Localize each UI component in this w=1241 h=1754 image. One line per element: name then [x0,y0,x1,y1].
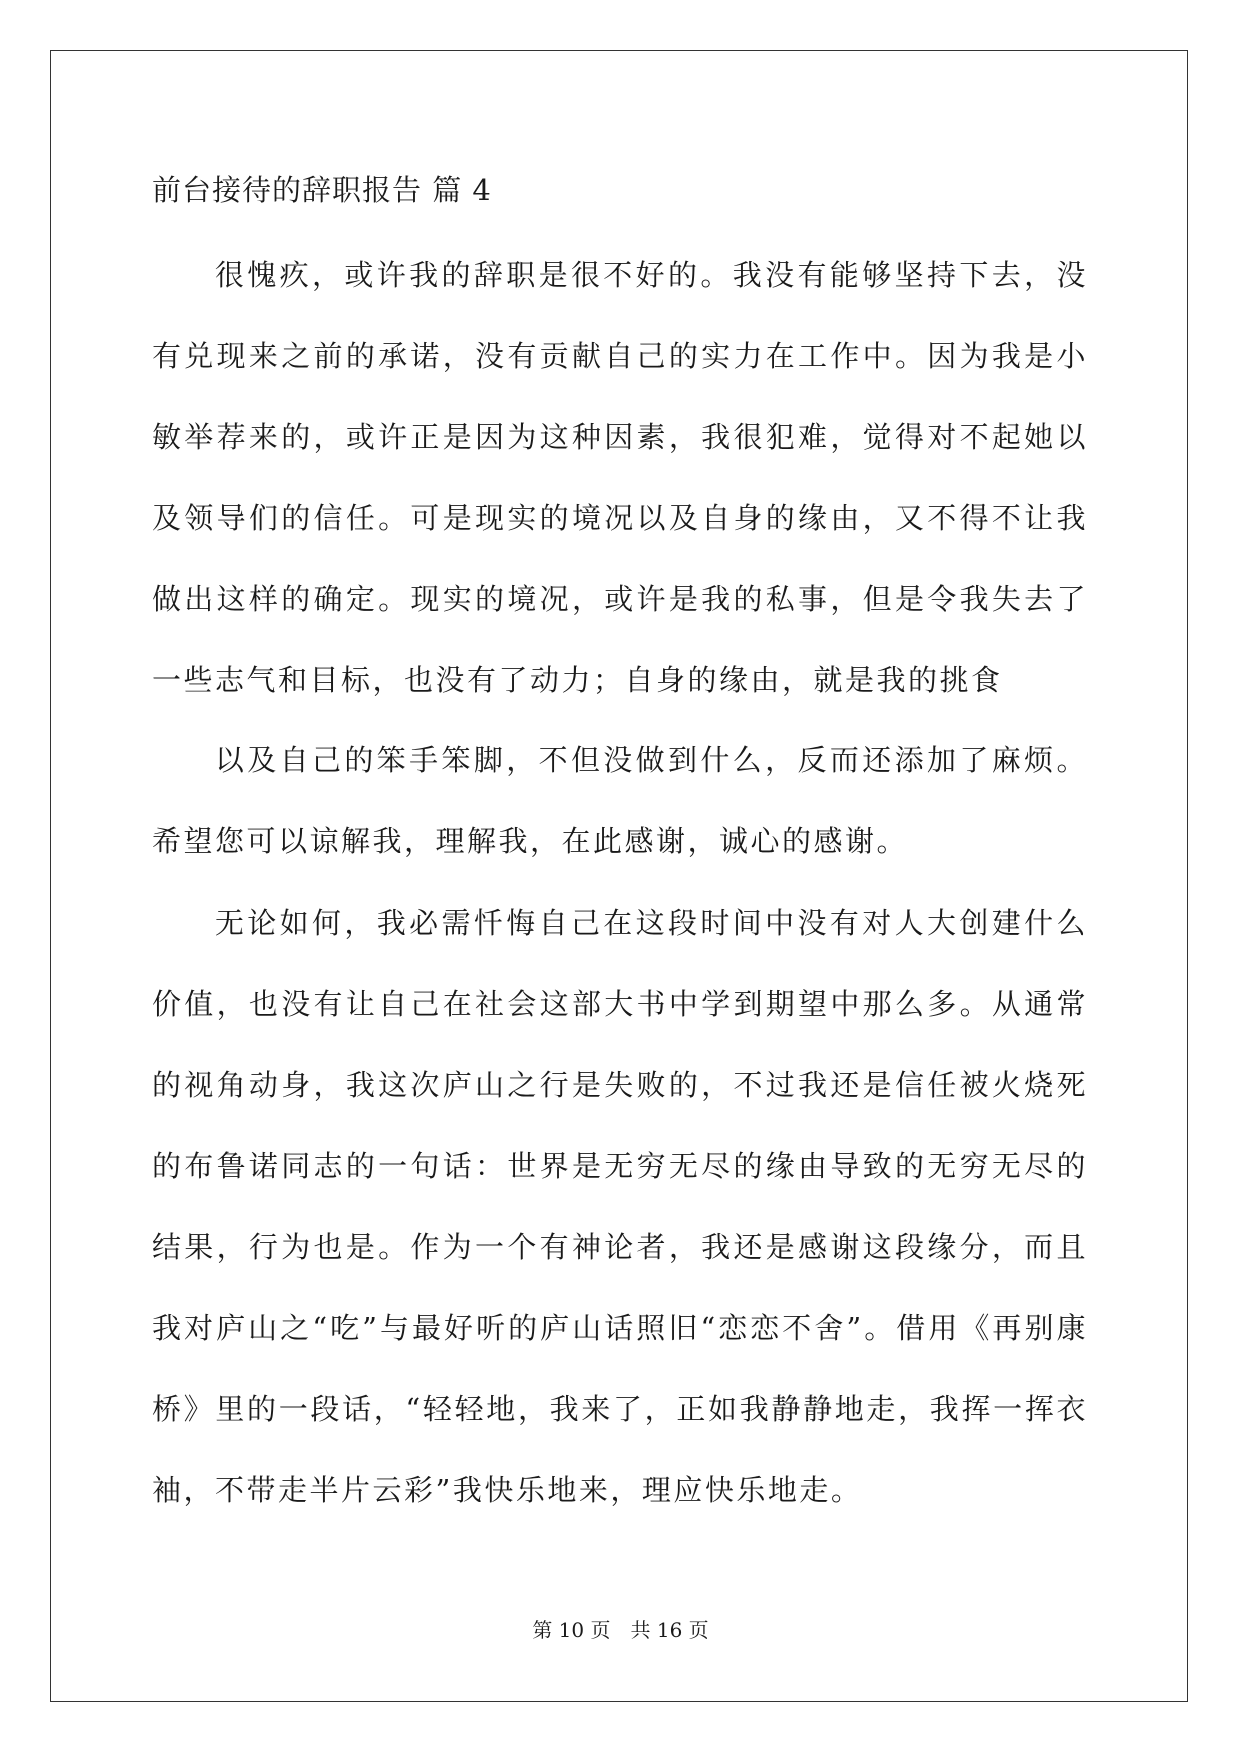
page-number-footer: 第 10 页 共 16 页 [532,1618,709,1642]
paragraph-3-text: 无论如何，我必需忏悔自己在这段时间中没有对人大创建什么价值，也没有让自己在社会这部大书中学到期望中那么多。从通常的视角动身，我这次庐山之行是失败的，不过我还是信任被火烧死的布鲁诺同志的一句话：世界是无穷无尽的缘由导致的无穷无尽的结果，行为也是。作为一个有神论者，我还是感谢这段缘分，而且我对庐山之“吃”与最好听的庐山话照旧“恋恋不舍”。借用《再别康桥》里的一段话，“轻轻地，我来了，正如我静静地走，我挥一挥衣袖，不带走半片云彩”我快乐地来，理应快乐地走。 [152,906,1088,1507]
section-heading: 前台接待的辞职报告 篇 4 [152,173,492,207]
paragraph-3 [152,883,1088,1531]
paragraph-1 [152,235,1088,721]
paragraph-2-text: 以及自己的笨手笨脚，不但没做到什么，反而还添加了麻烦。希望您可以谅解我，理解我，在此感谢，诚心的感谢。 [152,743,1088,858]
paragraph-1-text: 很愧疚，或许我的辞职是很不好的。我没有能够坚持下去，没有兑现来之前的承诺，没有贡献自己的实力在工作中。因为我是小敏举荐来的，或许正是因为这种因素，我很犯难，觉得对不起她以及领导们的信任。可是现实的境况以及自身的缘由，又不得不让我做出这样的确定。现实的境况，或许是我的私事，但是令我失去了一些志气和目标，也没有了动力；自身的缘由，就是我的挑食 [152,258,1088,697]
paragraph-2 [152,720,1088,882]
